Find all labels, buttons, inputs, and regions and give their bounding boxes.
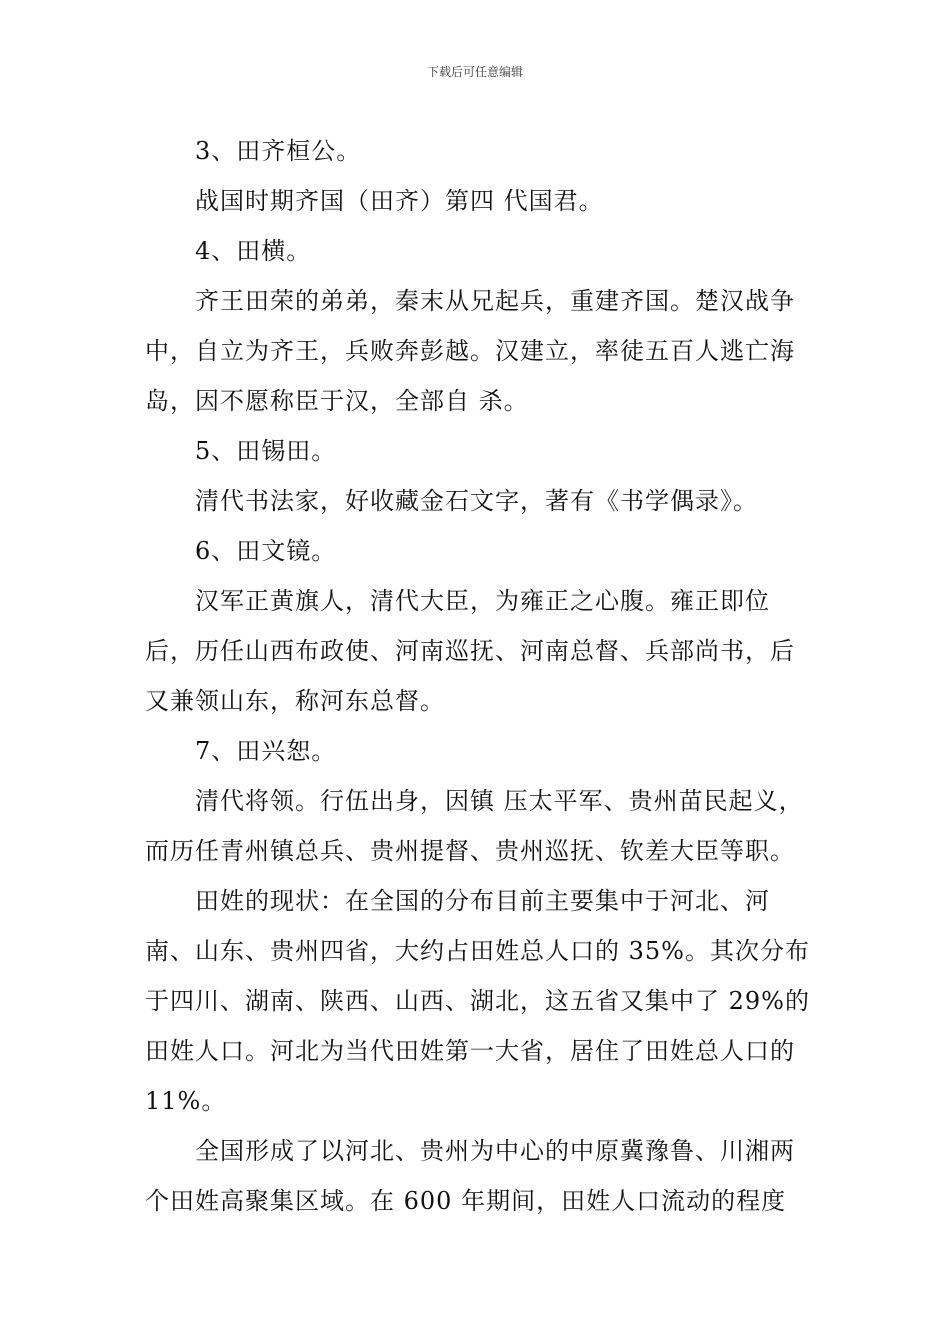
paragraph-heading-tian-xi-tian: 5、田锡田。 [195,437,337,465]
paragraph-tian-wen-jing-bio: 汉军正黄旗人，清代大臣，为雍正之心腹。雍正即位后，历任山西布政使、河南巡抚、河南总督、兵部尚书，后又兼领山东，称河东总督。 [145,587,795,715]
paragraph-tian-xi-tian-bio: 清代书法家，好收藏金石文字，著有《书学偶录》。 [195,487,758,515]
paragraph-tian-xing-shu-bio: 清代将领。行伍出身，因镇 压太平军、贵州苗民起义，而历任青州镇总兵、贵州提督、贵州巡抚、钦差大臣等职。 [145,787,804,865]
document-body [145,126,810,1226]
paragraph-surname-distribution: 全国形成了以河北、贵州为中心的中原冀豫鲁、川湘两个田姓高聚集区域。在 600 年期间，田姓人口流动的程度 [145,1137,795,1215]
paragraph-surname-status: 田姓的现状：在全国的分布目前主要集中于河北、河南、山东、贵州四省，大约占田姓总人口的 35%。其次分布于四川、湖南、陕西、山西、湖北，这五省又集中了 29%的田姓人口。河北为当代田姓第一大省，居住了田姓总人口的 11%。 [145,887,810,1115]
page-header-note: 下载后可任意编辑 [426,65,523,79]
paragraph-heading-tian-heng: 4、田横。 [195,237,312,265]
paragraph-tian-qi-huan-gong-bio: 战国时期齐国（田齐）第四 代国君。 [195,187,604,215]
paragraph-heading-tian-wen-jing: 6、田文镜。 [195,537,337,565]
paragraph-heading-tian-qi-huan-gong: 3、田齐桓公。 [195,137,362,165]
paragraph-tian-heng-bio: 齐王田荣的弟弟，秦末从兄起兵，重建齐国。楚汉战争中，自立为齐王，兵败奔彭越。汉建立，率徒五百人逃亡海岛，因不愿称臣于汉，全部自 杀。 [145,287,795,415]
paragraph-heading-tian-xing-shu: 7、田兴恕。 [195,737,337,765]
